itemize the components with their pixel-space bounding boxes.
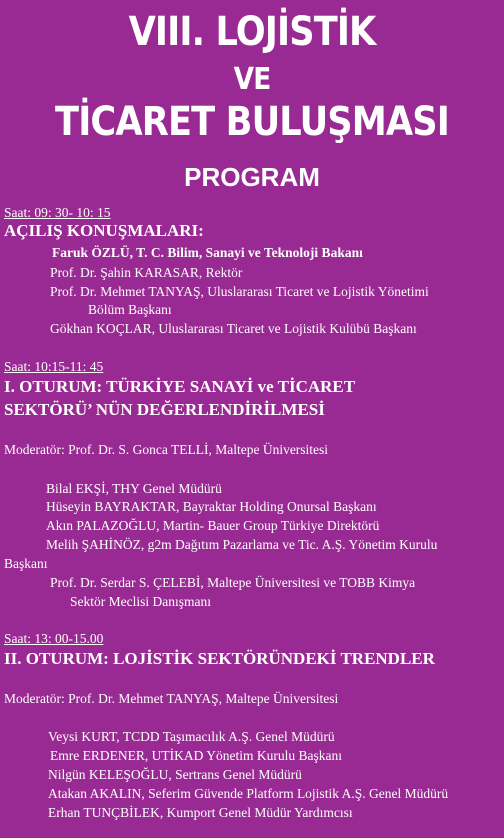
session-3-heading: II. OTURUM: LOJİSTİK SEKTÖRÜNDEKİ TRENDLER <box>4 649 435 668</box>
session-3-time: Saat: 13: 00-15.00 <box>4 631 104 646</box>
title-line-3: TİCARET BULUŞMASI <box>55 99 449 145</box>
session-1-heading: AÇILIŞ KONUŞMALARI: <box>4 221 204 240</box>
speaker: Akın PALAZOĞLU, Martin- Bauer Group Türkiye Direktörü <box>46 518 380 533</box>
speaker: Prof. Dr. Mehmet TANYAŞ, Uluslararası Ticaret ve Lojistik Yönetimi <box>50 284 429 299</box>
session-1-time: Saat: 09: 30- 10: 15 <box>4 205 111 220</box>
session-2-heading-2: SEKTÖRÜ’ NÜN DEĞERLENDİRİLMESİ <box>4 400 325 419</box>
session-2-time: Saat: 10:15-11: 45 <box>4 359 104 374</box>
program-label: PROGRAM <box>184 162 320 192</box>
title-line-1: VIII. LOJİSTİK <box>128 9 376 55</box>
speaker: Bilal EKŞİ, THY Genel Müdürü <box>46 481 222 496</box>
speaker-continued: Başkanı <box>4 556 48 571</box>
speaker: Faruk ÖZLÜ, T. C. Bilim, Sanayi ve Teknoloji Bakanı <box>52 245 363 260</box>
speaker: Gökhan KOÇLAR, Uluslararası Ticaret ve Lojistik Kulübü Başkanı <box>50 321 417 336</box>
speaker: Nilgün KELEŞOĞLU, Sertrans Genel Müdürü <box>48 767 302 782</box>
speaker-continued: Sektör Meclisi Danışmanı <box>70 594 211 609</box>
session-3-moderator: Moderatör: Prof. Dr. Mehmet TANYAŞ, Maltepe Üniversitesi <box>4 691 339 706</box>
speaker: Atakan AKALIN, Seferim Güvende Platform Lojistik A.Ş. Genel Müdürü <box>48 786 449 801</box>
speaker: Emre ERDENER, UTİKAD Yönetim Kurulu Başkanı <box>50 748 342 763</box>
speaker: Prof. Dr. Serdar S. ÇELEBİ, Maltepe Üniversitesi ve TOBB Kimya <box>50 575 416 590</box>
speaker: Veysi KURT, TCDD Taşımacılık A.Ş. Genel Müdürü <box>48 729 335 744</box>
speaker: Hüseyin BAYRAKTAR, Bayraktar Holding Onursal Başkanı <box>46 499 377 514</box>
speaker: Erhan TUNÇBİLEK, Kumport Genel Müdür Yardımcısı <box>48 805 353 820</box>
speaker: Melih ŞAHİNÖZ, g2m Dağıtım Pazarlama ve Tic. A.Ş. Yönetim Kurulu <box>46 537 438 552</box>
title-line-2: VE <box>233 62 271 97</box>
session-2-heading-1: I. OTURUM: TÜRKİYE SANAYİ ve TİCARET <box>4 377 356 396</box>
speaker-continued: Bölüm Başkanı <box>88 302 172 317</box>
speaker: Prof. Dr. Şahin KARASAR, Rektör <box>50 265 243 280</box>
session-2-moderator: Moderatör: Prof. Dr. S. Gonca TELLİ, Maltepe Üniversitesi <box>4 442 329 457</box>
